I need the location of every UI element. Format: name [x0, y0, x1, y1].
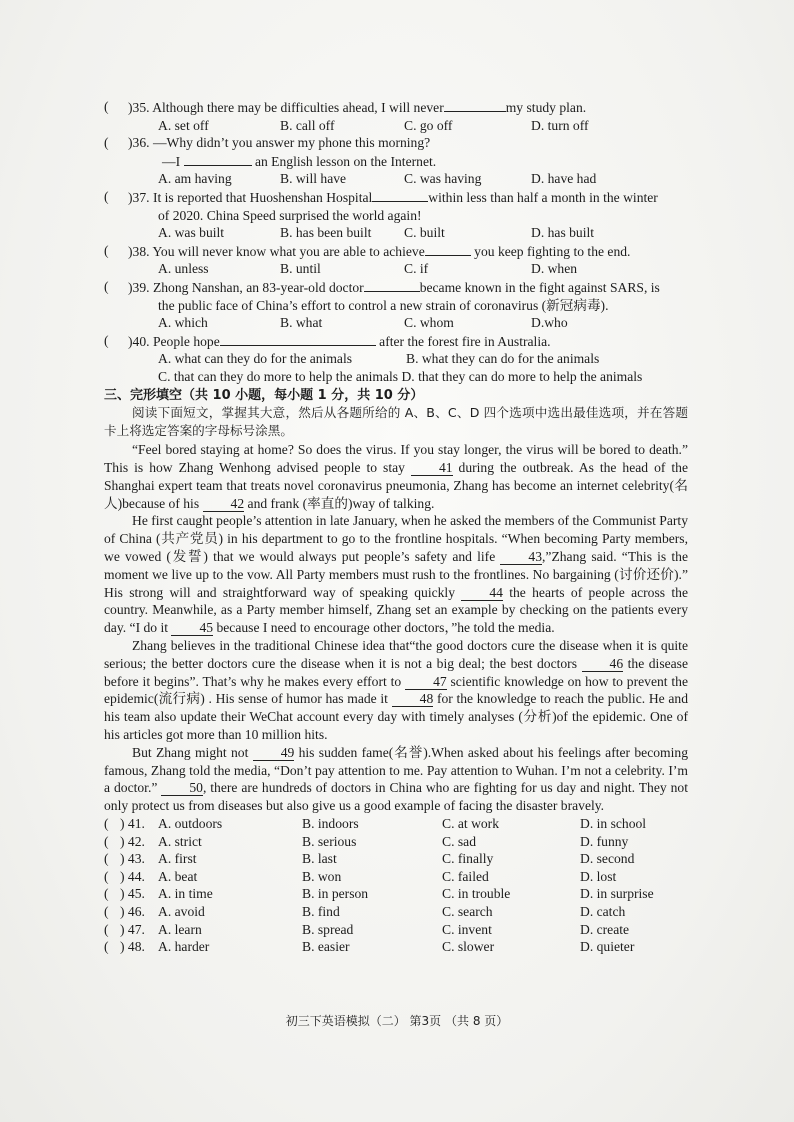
question-36: ( )36. —Why didn’t you answer my phone this morning? — [104, 135, 431, 151]
question-number: ) 41. — [120, 816, 145, 832]
cloze-question-row — [104, 938, 688, 956]
option-d: D. funny — [580, 833, 629, 849]
blank-45: 45 — [171, 621, 213, 636]
option-d: D. have had — [531, 171, 597, 187]
option-d: D. create — [580, 921, 630, 937]
option-a: A. set off — [158, 117, 209, 133]
option-d: D. has built — [531, 225, 595, 241]
question-number: )40. — [128, 333, 150, 349]
option-b: B. what they can do for the animals — [406, 351, 600, 367]
option-c: C. search — [442, 903, 493, 919]
passage-text: his sudden fame(名誉).When asked about his feelings after becoming famous, Zhang told the media, “Don’t pay attention to me. Pay attention to Wuhan. I’m not a celebrity. I’m a doctor.” — [104, 744, 688, 796]
option-c: C. was having — [404, 171, 482, 187]
passage-text: the disease before it begins”. That’s why he makes every effort to — [104, 655, 689, 689]
options-37 — [104, 224, 688, 242]
option-a: A. first — [158, 851, 197, 867]
question-stem-end: my study plan. — [505, 100, 587, 115]
option-c: C. invent — [442, 921, 492, 937]
option-d: D. lost — [580, 868, 617, 884]
blank-41: 41 — [411, 461, 453, 476]
options-40-ab — [104, 350, 688, 368]
question-stem: —Why didn’t you answer my phone this morning? — [152, 135, 431, 151]
question-number: ) 48. — [120, 939, 145, 955]
passage-text: and frank (率直的)way of talking. — [247, 495, 435, 511]
answer-blank — [425, 242, 471, 256]
option-c: C. finally — [442, 851, 494, 867]
answer-blank — [220, 332, 376, 346]
option-c: C. failed — [442, 868, 489, 884]
answer-paren: ( — [104, 886, 109, 902]
question-39-line2 — [104, 297, 688, 315]
question-number: ) 43. — [120, 851, 145, 867]
blank-44: 44 — [461, 586, 503, 601]
option-a: A. was built — [158, 225, 225, 241]
option-a: A. harder — [158, 939, 210, 955]
passage-text: for the knowledge to reach the public. He and his team also update their WeChat account every day with timely analyses (分析)of the epidemic. One of his articles got more than 10 million hits. — [104, 691, 688, 743]
answer-blank — [444, 98, 506, 112]
answer-blank — [184, 152, 252, 166]
option-c: C. go off — [404, 117, 453, 133]
question-39: ( )39. Zhong Nanshan, an 83-year-old doctor became known in the fight against SARS, is — [104, 278, 660, 295]
question-number: ) 44. — [120, 868, 145, 884]
cloze-question-row — [104, 833, 688, 851]
option-a: A. strict — [158, 833, 202, 849]
option-a: A. am having — [158, 171, 232, 187]
blank-49: 49 — [253, 746, 295, 761]
answer-paren: ( — [104, 99, 109, 114]
option-b: B. easier — [302, 939, 350, 955]
option-c: C. built — [404, 225, 445, 241]
option-a: A. what can they do for the animals — [158, 351, 353, 367]
question-number: )37. — [128, 189, 150, 205]
page-footer: 初三下英语模拟（二） 第3页 （共 8 页） — [285, 1014, 509, 1028]
option-c: C. whom — [404, 315, 454, 331]
question-number: )39. — [128, 279, 150, 295]
question-number: )35. — [128, 100, 150, 115]
question-stem: You will never know what you are able to achieve — [152, 243, 425, 259]
answer-paren: ( — [104, 816, 109, 832]
option-b: B. indoors — [302, 816, 359, 832]
question-number: ) 42. — [120, 833, 145, 849]
answer-paren: ( — [104, 921, 109, 937]
passage-text: He first caught people’s attention in late January, when he asked the members of the Communist Party of China (共产党员) in his department to go to the frontline hospitals. “When becoming Party members, we vowed (发誓) that we would always put people’s safety and life — [104, 513, 688, 565]
question-stem: Zhong Nanshan, an 83-year-old doctor — [152, 279, 364, 295]
answer-paren: ( — [104, 868, 109, 884]
options-38 — [104, 260, 688, 278]
option-b: B. has been built — [280, 225, 372, 241]
cloze-options-list — [104, 815, 688, 956]
option-d: D.who — [531, 315, 568, 331]
blank-48: 48 — [392, 692, 434, 707]
cloze-question-row — [104, 815, 688, 833]
passage-text: scientific knowledge on how to prevent the epidemic(流行病) . His sense of humor has made it — [104, 673, 688, 707]
cloze-question-row — [104, 885, 688, 903]
answer-paren: ( — [104, 851, 109, 867]
section-title: 三、完形填空（共 10 小题，每小题 1 分，共 10 分） — [104, 387, 424, 403]
option-b: B. call off — [280, 117, 335, 133]
option-c: C. slower — [442, 939, 495, 955]
option-d: D. in surprise — [580, 886, 654, 902]
question-38: ( )38. You will never know what you are able to achieve you keep fighting to the end. — [104, 242, 631, 259]
option-a: A. learn — [158, 921, 202, 937]
passage-paragraph-1 — [104, 441, 688, 512]
option-b: B. what — [280, 315, 323, 331]
option-c: C. if — [404, 261, 429, 277]
passage-text: during the outbreak. As the head of the Shanghai expert team that treats novel coronavirus pneumonia, Zhang has become an internet celebrity(名人)because of his — [104, 460, 688, 511]
question-stem: It is reported that Huoshenshan Hospital — [152, 189, 373, 205]
option-d: D. in school — [580, 816, 647, 832]
section-instruction: 阅读下面短文，掌握其大意，然后从各题所给的 A、B、C、D 四个选项中选出最佳选项，并在答题卡上将选定答案的字母标号涂黑。 — [104, 405, 688, 438]
option-c-d: C. that can they do more to help the animals D. that they can do more to help the animals — [158, 368, 643, 384]
question-37: ( )37. It is reported that Huoshenshan Hospital within less than half a month in the winter — [104, 188, 658, 205]
question-40: ( )40. People hope after the forest fire in Australia. — [104, 332, 551, 349]
blank-46: 46 — [582, 657, 624, 672]
passage-text: Zhang believes in the traditional Chinese idea that“the good doctors cure the disease when it is quite serious; the better doctors cure the disease when it is not a big deal; the best doctors — [104, 638, 688, 671]
question-stem-end: after the forest fire in Australia. — [379, 333, 551, 349]
option-a: A. outdoors — [158, 816, 223, 832]
question-stem-end: became known in the fight against SARS, is — [419, 279, 660, 295]
passage-text: because I need to encourage other doctors，”he told the media. — [216, 620, 555, 636]
question-stem-cont: of 2020. China Speed surprised the world again! — [158, 207, 422, 223]
option-a: A. which — [158, 315, 208, 331]
options-36 — [104, 170, 688, 188]
passage-text: , there are hundreds of doctors in China who are fighting for us day and night. They not only protect us from diseases but also give us a good example of facing the disaster bravely. — [104, 780, 689, 814]
answer-blank — [372, 188, 428, 202]
question-37-line2 — [104, 207, 688, 225]
cloze-question-row — [104, 903, 688, 921]
options-35 — [104, 117, 688, 135]
option-b: B. will have — [280, 171, 347, 187]
blank-42: 42 — [203, 497, 245, 512]
question-stem-cont: the public face of China’s effort to control a new strain of coronavirus (新冠病毒). — [158, 297, 609, 313]
passage-paragraph-3 — [104, 637, 688, 744]
passage-text: ,”Zhang said. “This is the moment we live up to the vow. All Party members must rush to the frontlines. No bargaining (讨价还价).” His strong will and straightforward way of speaking quickly — [104, 549, 688, 600]
answer-paren: ( — [104, 903, 109, 919]
option-c: C. sad — [442, 833, 476, 849]
option-b: B. until — [280, 261, 321, 277]
question-35 — [104, 98, 688, 117]
option-b: B. serious — [302, 833, 357, 849]
option-b: B. won — [302, 868, 342, 884]
option-d: D. second — [580, 851, 635, 867]
option-a: A. avoid — [158, 903, 205, 919]
question-stem: Although there may be difficulties ahead, I will never — [152, 100, 444, 115]
options-39 — [104, 314, 688, 332]
cloze-question-row — [104, 850, 688, 868]
answer-paren: ( — [104, 939, 109, 955]
passage-text: But Zhang might not — [132, 744, 249, 760]
option-a: A. in time — [158, 886, 213, 902]
options-40-cd — [104, 368, 688, 386]
question-number: )36. — [128, 135, 150, 151]
cloze-question-row — [104, 868, 688, 886]
option-a: A. beat — [158, 868, 198, 884]
passage-paragraph-4 — [104, 744, 688, 815]
option-d: D. quieter — [580, 939, 635, 955]
option-c: C. in trouble — [442, 886, 511, 902]
option-d: D. when — [531, 261, 578, 277]
answer-paren: ( — [104, 833, 109, 849]
dialog-text: an English lesson on the Internet. — [254, 153, 437, 169]
question-stem: People hope — [152, 333, 220, 349]
passage-text: the hearts of people across the country. Meanwhile, as a Party member himself, Zhang set an example by checking on the patients every day. “I do it — [104, 584, 688, 636]
option-d: D. turn off — [531, 117, 589, 133]
question-number: ) 46. — [120, 903, 145, 919]
option-d: D. catch — [580, 903, 626, 919]
option-c: C. at work — [442, 816, 500, 832]
passage-paragraph-2 — [104, 512, 688, 637]
cloze-question-row — [104, 921, 688, 939]
question-stem-end: you keep fighting to the end. — [474, 243, 631, 259]
blank-50: 50 — [161, 781, 203, 796]
blank-43: 43 — [500, 550, 542, 565]
option-b: B. last — [302, 851, 337, 867]
answer-blank — [364, 278, 420, 292]
option-b: B. find — [302, 903, 340, 919]
passage-text: “Feel bored staying at home? So does the virus. If you stay longer, the virus will be bored to death.” This is how Zhang Wenhong advised people to stay — [104, 442, 688, 476]
question-36-line2 — [104, 152, 688, 171]
option-a: A. unless — [158, 261, 209, 277]
blank-47: 47 — [405, 675, 447, 690]
question-number: ) 47. — [120, 921, 145, 937]
dialog-speaker: —I — [162, 153, 181, 169]
page-content — [104, 98, 688, 956]
question-number: )38. — [128, 243, 150, 259]
question-stem-end: within less than half a month in the winter — [428, 189, 658, 205]
option-b: B. in person — [302, 886, 369, 902]
question-number: ) 45. — [120, 886, 145, 902]
option-b: B. spread — [302, 921, 354, 937]
